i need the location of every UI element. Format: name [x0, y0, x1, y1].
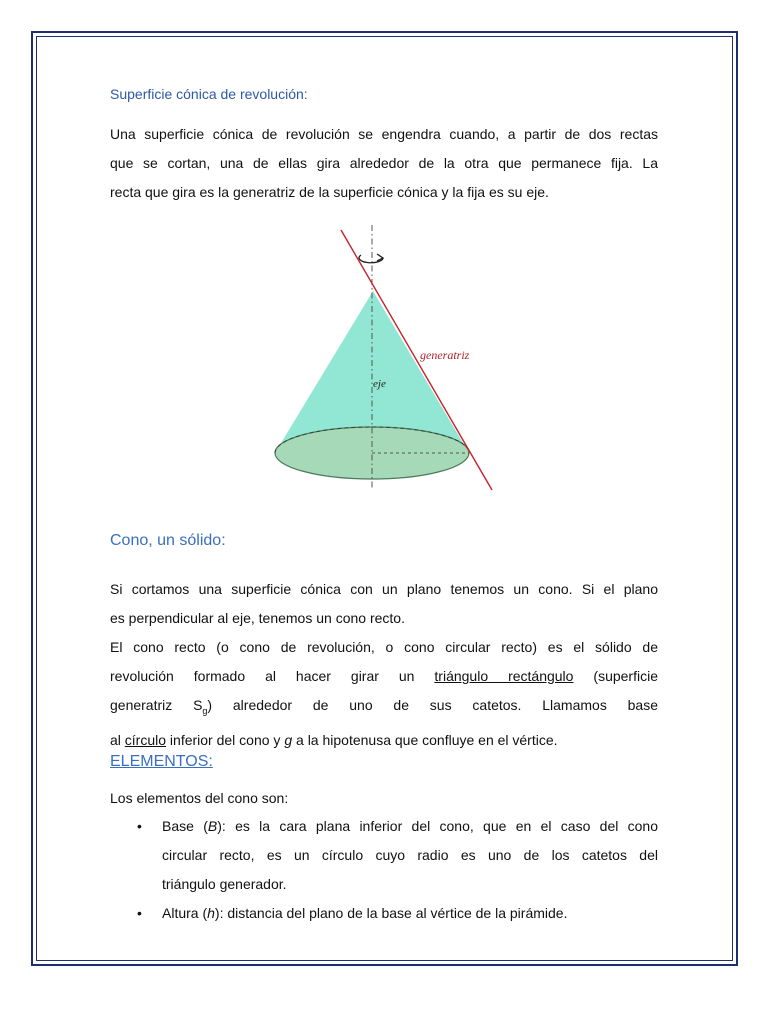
generatriz-label: generatriz — [420, 348, 470, 362]
text-line — [110, 726, 658, 755]
bullet-icon: • — [137, 905, 142, 921]
paragraph-cono-2 — [110, 633, 658, 755]
text-fragment: ) alrededor de uno de sus catetos. Llamamos base — [207, 697, 658, 713]
text-line: El cono recto (o cono de revolución, o cono circular recto) es el sólido de — [110, 639, 658, 655]
list-item-base — [110, 812, 658, 899]
variable-b: B — [207, 818, 218, 834]
list-item-altura — [110, 899, 658, 928]
text-line: triángulo generador. — [162, 876, 287, 892]
text-fragment: ): es la cara plana inferior del cono, que en el caso del cono — [217, 818, 658, 834]
section-heading-cono: Cono, un sólido: — [110, 532, 226, 549]
text-fragment: Altura ( — [162, 905, 208, 921]
text-fragment: inferior del cono y — [166, 731, 285, 748]
subscript-g: g — [202, 705, 208, 716]
circulo-link[interactable]: círculo — [124, 731, 167, 748]
text-line: recta que gira es la generatriz de la superficie cónica y la fija es su eje. — [110, 184, 549, 200]
variable-g: g — [284, 731, 293, 748]
section-heading-elementos: ELEMENTOS: — [110, 753, 213, 770]
text-line: Si cortamos una superficie cónica con un plano tenemos un cono. Si el plano — [110, 581, 658, 597]
text-line — [110, 662, 658, 691]
text-line — [162, 812, 658, 841]
text-line: Una superficie cónica de revolución se engendra cuando, a partir de dos rectas — [110, 126, 658, 142]
text-fragment: al — [110, 731, 125, 748]
elementos-list — [110, 812, 658, 928]
triangulo-rectangulo-link[interactable]: triángulo rectángulo — [434, 668, 574, 684]
paragraph-superficie — [110, 120, 658, 207]
text-fragment: ): distancia del plano de la base al vértice de la pirámide. — [214, 905, 568, 921]
section-heading-superficie: Superficie cónica de revolución: — [110, 86, 308, 102]
text-fragment: generatriz S — [110, 697, 203, 713]
text-fragment: revolución formado al hacer girar un — [110, 668, 435, 684]
text-line: es perpendicular al eje, tenemos un cono recto. — [110, 610, 405, 626]
variable-h: h — [207, 905, 215, 921]
text-line: que se cortan, una de ellas gira alrededor de la otra que permanece fija. La — [110, 155, 658, 171]
elementos-intro — [110, 784, 658, 813]
text-fragment: a la hipotenusa que confluye en el vértice. — [292, 731, 558, 748]
bullet-icon: • — [137, 818, 142, 834]
text-line — [162, 899, 658, 928]
text-fragment: Base ( — [162, 818, 208, 834]
eje-label: eje — [373, 378, 386, 390]
paragraph-cono-1 — [110, 575, 658, 633]
text-fragment: (superficie — [573, 668, 658, 684]
cone-figure — [265, 225, 505, 495]
text-line: Los elementos del cono son: — [110, 790, 289, 806]
text-line — [110, 691, 658, 726]
text-line: circular recto, es un círculo cuyo radio es uno de los catetos del — [162, 847, 658, 863]
